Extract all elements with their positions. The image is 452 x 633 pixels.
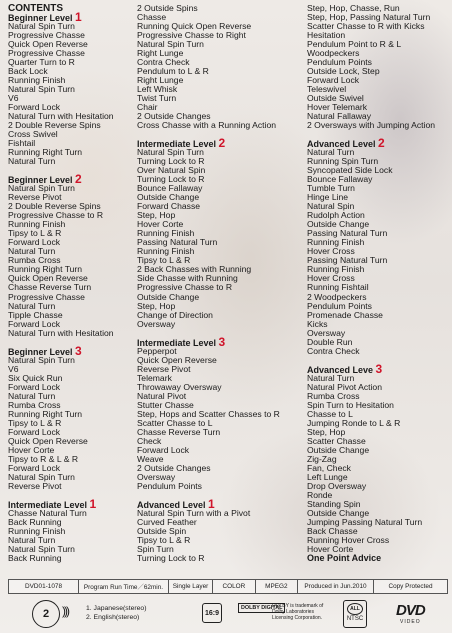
figure-item: Contra Check bbox=[137, 57, 190, 68]
figure-item: Back Chasse bbox=[307, 525, 358, 536]
figure-item: Pendulum Points bbox=[307, 57, 372, 68]
level-heading-label: Advanced Level bbox=[137, 499, 206, 510]
figure-item: Forward Lock bbox=[307, 75, 360, 86]
figure-item: Back Lock bbox=[8, 66, 48, 77]
spacer bbox=[8, 338, 136, 347]
figure-item: 2 Outside Spins bbox=[137, 3, 198, 13]
figure-item: Running Right Turn bbox=[8, 147, 83, 158]
figure-item: Tipsy to L & R bbox=[137, 534, 191, 545]
figure-item: Progressive Chasse to Right bbox=[137, 30, 246, 41]
disc-count-icon: 2 bbox=[32, 600, 60, 628]
figure-item: Jumping Passing Natural Turn bbox=[307, 516, 423, 527]
figure-item: V6 bbox=[8, 93, 19, 104]
figure-item: Natural Turn bbox=[307, 147, 355, 158]
dvd-logo-sub: VIDEO bbox=[400, 619, 421, 625]
figure-item: Twist Turn bbox=[137, 93, 177, 104]
figure-item: Hinge Line bbox=[307, 192, 349, 203]
figure-item: Change of Direction bbox=[137, 309, 213, 320]
figure-item: Over Natural Spin bbox=[137, 165, 206, 176]
contents-title: CONTENTS bbox=[8, 3, 63, 14]
figure-item: Running Right Turn bbox=[8, 408, 83, 419]
figure-item: Natural Spin Turn bbox=[8, 471, 75, 482]
figure-item: Hover Corte bbox=[137, 219, 184, 230]
figure-item: Chasse to L bbox=[307, 408, 353, 419]
dolby-trademark-note: DOLBY is trademark of Dolby Laboratories Licensing Corporation. bbox=[272, 603, 324, 621]
figure-item: Passing Natural Turn bbox=[137, 237, 218, 248]
level-number: 3 bbox=[375, 361, 383, 376]
audio-track-2: 2. English(stereo) bbox=[86, 614, 140, 621]
figure-item: Natural Turn bbox=[8, 300, 56, 311]
figure-item: Running Right Turn bbox=[8, 264, 83, 275]
figure-item: Rumba Cross bbox=[8, 399, 61, 410]
info-cell: Copy Protected bbox=[388, 583, 433, 590]
figure-item: Running Finish bbox=[307, 237, 365, 248]
figure-item: Hover Telemark bbox=[307, 102, 368, 113]
figure-item: Fan, Check bbox=[307, 462, 351, 473]
spec-logos bbox=[8, 596, 446, 629]
figure-item: Outside Change bbox=[307, 444, 370, 455]
audio-waves-icon: ))) bbox=[62, 604, 68, 618]
region-globe-icon: ALL bbox=[347, 603, 363, 615]
figure-item: Passing Natural Turn bbox=[307, 228, 388, 239]
figure-item: Progressive Chasse bbox=[8, 291, 85, 302]
figure-item: Standing Spin bbox=[307, 498, 361, 509]
figure-item: Step, Hop bbox=[307, 426, 346, 437]
figure-item: Chasse Reverse Turn bbox=[137, 426, 221, 437]
figure-item: Kicks bbox=[307, 318, 328, 329]
figure-item: Turning Lock to R bbox=[137, 552, 205, 563]
figure-item: Hover Cross bbox=[307, 246, 355, 257]
figure-item: Spin Turn to Hesitation bbox=[307, 399, 394, 410]
spacer bbox=[8, 166, 136, 175]
figure-item: Chasse Natural Turn bbox=[8, 507, 87, 518]
info-cell: Single Layer bbox=[169, 580, 213, 593]
figure-item: Tipsy to L & R bbox=[8, 228, 62, 239]
figure-item: Natural Spin Turn bbox=[137, 147, 204, 158]
info-cell: MPEG2 bbox=[256, 580, 298, 593]
figure-item: Quick Open Reverse bbox=[8, 273, 88, 284]
figure-item: Forward Lock bbox=[8, 462, 61, 473]
level-heading-label: Advanced Leve bbox=[307, 364, 374, 375]
figure-item: Jumping Ronde to L & R bbox=[307, 417, 401, 428]
figure-item: Natural Spin Turn bbox=[8, 21, 75, 32]
figure-item: Forward Lock bbox=[8, 318, 61, 329]
figure-item: Rudolph Action bbox=[307, 210, 365, 221]
figure-item: Spin Turn bbox=[137, 543, 174, 554]
figure-item: Stutter Chasse bbox=[137, 399, 194, 410]
spacer bbox=[8, 491, 136, 500]
level-heading-label: Advanced Level bbox=[307, 139, 376, 150]
info-cell: DVD01-1078 bbox=[9, 580, 79, 593]
figure-item: V6 bbox=[8, 363, 19, 374]
figure-item: Cross Chasse with a Running Action bbox=[137, 120, 277, 131]
figure-item: Natural Turn with Hesitation bbox=[8, 327, 114, 338]
figure-item: Hover Corte bbox=[307, 543, 354, 554]
figure-item: 2 Oversways with Jumping Action bbox=[307, 120, 436, 131]
figure-item: Progressive Chasse bbox=[8, 30, 85, 41]
figure-item: Natural Pivot Action bbox=[307, 381, 382, 392]
figure-item: Tipsy to L & R bbox=[137, 255, 191, 266]
figure-item: Running Hover Cross bbox=[307, 534, 390, 545]
figure-item: Natural Turn bbox=[8, 246, 56, 257]
figure-item: Running Finish bbox=[307, 264, 365, 275]
figure-item: Natural Pivot bbox=[137, 390, 187, 401]
figure-item: Turning Lock to R bbox=[137, 174, 205, 185]
figure-item: Quick Open Reverse bbox=[8, 39, 88, 50]
figure-item: Weave bbox=[137, 453, 164, 464]
figure-item: Natural Spin Turn bbox=[8, 543, 75, 554]
figure-item: Left Lunge bbox=[307, 471, 348, 482]
figure-item: Hover Corte bbox=[8, 444, 55, 455]
figure-item: Progressive Chasse bbox=[8, 48, 85, 59]
dvd-video-logo bbox=[396, 602, 425, 625]
figure-item: Natural Turn bbox=[8, 390, 56, 401]
figure-item: Turning Lock to R bbox=[137, 156, 205, 167]
info-bar bbox=[8, 579, 448, 594]
figure-item: Progressive Chasse to R bbox=[137, 282, 233, 293]
level-number: 3 bbox=[75, 343, 82, 358]
figure-item: Back Running bbox=[8, 516, 62, 527]
figure-item: Throwaway Oversway bbox=[137, 381, 222, 392]
figure-item: Tumble Turn bbox=[307, 183, 355, 194]
figure-item: Woodpeckers bbox=[307, 48, 360, 59]
audio-track-1: 1. Japanese(stereo) bbox=[86, 605, 147, 612]
figure-item: Teleswivel bbox=[307, 84, 347, 95]
figure-item: Quick Open Reverse bbox=[8, 435, 88, 446]
figure-item: Forward Lock bbox=[8, 426, 61, 437]
audio-tracks bbox=[86, 604, 146, 622]
info-cell: COLOR bbox=[213, 580, 255, 593]
figure-item: Outside Change bbox=[137, 192, 200, 203]
region-code-icon bbox=[343, 600, 367, 628]
one-point-advice: One Point Advice bbox=[307, 552, 382, 563]
dvd-logo-text: DVD bbox=[396, 602, 425, 619]
figure-item: Tipsy to L & R bbox=[8, 417, 62, 428]
figure-item: Double Run bbox=[307, 336, 353, 347]
aspect-ratio-badge: 16:9 bbox=[202, 603, 222, 623]
figure-item: Step, Hop bbox=[137, 300, 176, 311]
figure-item: Natural Spin Turn bbox=[8, 84, 75, 95]
figure-item: Pepperpot bbox=[137, 345, 177, 356]
figure-item: Running Finish bbox=[8, 525, 66, 536]
figure-item: Oversway bbox=[307, 327, 346, 338]
figure-item: Outside Change bbox=[307, 507, 370, 518]
figure-item: Running Fishtail bbox=[307, 282, 369, 293]
figure-item: Natural Turn bbox=[8, 156, 56, 167]
figure-item: Running Finish bbox=[8, 219, 66, 230]
figure-item: Forward Lock bbox=[8, 381, 61, 392]
figure-item: Fishtail bbox=[8, 138, 36, 149]
figure-item: Natural Spin Turn bbox=[8, 354, 75, 365]
dolby-digital-logo: DOLBY DIGITAL bbox=[238, 603, 285, 613]
figure-item: Pendulum to L & R bbox=[137, 66, 209, 77]
figure-item: Hover Cross bbox=[307, 273, 355, 284]
level-heading-label: Beginner Level bbox=[8, 13, 73, 24]
figure-item: Side Chasse with Running bbox=[137, 273, 238, 284]
figure-item: 2 Double Reverse Spins bbox=[8, 201, 101, 212]
figure-item: Running Quick Open Reverse bbox=[137, 21, 252, 32]
figure-item: Cross Swivel bbox=[8, 129, 58, 140]
figure-item: 2 Outside Changes bbox=[137, 462, 211, 473]
figure-item: Running Finish bbox=[137, 246, 195, 257]
figure-item: Check bbox=[137, 435, 162, 446]
figure-item: Zig-Zag bbox=[307, 453, 337, 464]
figure-item: Bounce Fallaway bbox=[137, 183, 203, 194]
figure-item: Oversway bbox=[137, 318, 176, 329]
figure-item: Telemark bbox=[137, 372, 172, 383]
figure-item: Pendulum Points bbox=[137, 480, 202, 491]
figure-item: Scatter Chasse bbox=[307, 435, 366, 446]
info-cell: Program Run Time／62min. bbox=[79, 580, 169, 593]
figure-item: Hesitation bbox=[307, 30, 346, 41]
figure-item: Tipsy to R & L & R bbox=[8, 453, 79, 464]
figure-item: Natural Spin Turn bbox=[8, 183, 75, 194]
figure-item: Step, Hop, Passing Natural Turn bbox=[307, 12, 431, 23]
figure-item: Forward Lock bbox=[8, 102, 61, 113]
level-heading-label: Intermediate Level bbox=[137, 337, 217, 348]
level-number: 3 bbox=[218, 334, 226, 349]
figure-item: Pendulum Points bbox=[307, 300, 372, 311]
contents-column-2 bbox=[137, 4, 307, 563]
figure-item: Natural Spin Turn bbox=[137, 39, 204, 50]
figure-item: Drop Oversway bbox=[307, 480, 367, 491]
level-number: 2 bbox=[75, 172, 82, 187]
figure-item: Six Quick Run bbox=[8, 372, 63, 383]
figure-item: Promenade Chasse bbox=[307, 309, 383, 320]
figure-item: Right Lunge bbox=[137, 48, 184, 59]
figure-item: Reverse Pivot bbox=[137, 363, 191, 374]
level-heading-label: Beginner Level bbox=[8, 175, 73, 186]
figure-item: Outside Change bbox=[307, 219, 370, 230]
level-number: 2 bbox=[378, 136, 385, 151]
figure-item: Outside Change bbox=[137, 291, 200, 302]
figure-item: Bounce Fallaway bbox=[307, 174, 373, 185]
figure-item: Oversway bbox=[137, 471, 176, 482]
figure-item: Tipple Chasse bbox=[8, 309, 63, 320]
figure-item: 2 Back Chasses with Running bbox=[137, 264, 252, 275]
level-number: 1 bbox=[208, 496, 215, 511]
region-system: NTSC bbox=[346, 616, 364, 622]
figure-item: Natural Turn with Hesitation bbox=[8, 111, 114, 122]
level-number: 1 bbox=[89, 496, 97, 511]
figure-item: Reverse Pivot bbox=[8, 480, 62, 491]
contents-column-3 bbox=[307, 4, 452, 563]
figure-item: Contra Check bbox=[307, 345, 360, 356]
figure-item: Back Running bbox=[8, 552, 62, 563]
figure-item: Ronde bbox=[307, 489, 333, 500]
figure-item: Scatter Chasse to R with Kicks bbox=[307, 21, 425, 32]
figure-item: Right Lunge bbox=[137, 75, 184, 86]
figure-item: Step, Hop bbox=[137, 210, 176, 221]
figure-item: Chasse bbox=[137, 12, 167, 23]
figure-item: Natural Fallaway bbox=[307, 111, 371, 122]
figure-item: Rumba Cross bbox=[8, 255, 61, 266]
figure-item: Progressive Chasse to R bbox=[8, 210, 104, 221]
figure-item: Scatter Chasse to L bbox=[137, 417, 213, 428]
figure-item: Forward Lock bbox=[137, 444, 190, 455]
level-heading-label: Beginner Level bbox=[8, 346, 73, 357]
figure-item: Step, Hops and Scatter Chasses to R bbox=[137, 408, 280, 419]
figure-item: Natural Turn bbox=[8, 534, 56, 545]
figure-item: Running Finish bbox=[8, 75, 66, 86]
figure-item: Outside Swivel bbox=[307, 93, 364, 104]
figure-item: Reverse Pivot bbox=[8, 192, 62, 203]
level-heading-label: Intermediate Level bbox=[137, 139, 217, 150]
figure-item: Forward Chasse bbox=[137, 201, 201, 212]
figure-item: Running Finish bbox=[137, 228, 195, 239]
figure-item: Running Spin Turn bbox=[307, 156, 379, 167]
info-cell: Produced in Jun.2010 bbox=[298, 580, 374, 593]
level-number: 2 bbox=[218, 136, 226, 151]
figure-item: Passing Natural Turn bbox=[307, 255, 388, 266]
figure-item: Natural Turn bbox=[307, 372, 355, 383]
figure-item: Quarter Turn to R bbox=[8, 57, 75, 68]
figure-item: Natural Spin bbox=[307, 201, 355, 212]
spacer bbox=[137, 491, 307, 500]
figure-item: 2 Outside Changes bbox=[137, 111, 211, 122]
figure-item: Natural Spin Turn with a Pivot bbox=[137, 507, 251, 518]
figure-item: Pendulum Point to R & L bbox=[307, 39, 402, 50]
figure-item: Quick Open Reverse bbox=[137, 354, 217, 365]
figure-item: Curved Feather bbox=[137, 516, 197, 527]
level-heading-label: Intermediate Level bbox=[8, 499, 88, 510]
figure-item: Forward Lock bbox=[8, 237, 61, 248]
figure-item: Rumba Cross bbox=[307, 390, 360, 401]
figure-item: Step, Hop, Chasse, Run bbox=[307, 3, 400, 13]
figure-item: 2 Double Reverse Spins bbox=[8, 120, 101, 131]
figure-item: Chair bbox=[137, 102, 158, 113]
figure-item: Outside Spin bbox=[137, 525, 187, 536]
figure-item: Chasse Reverse Turn bbox=[8, 282, 92, 293]
figure-item: Syncopated Side Lock bbox=[307, 165, 393, 176]
level-number: 1 bbox=[75, 10, 82, 25]
contents-column-1 bbox=[8, 4, 136, 563]
figure-item: 2 Woodpeckers bbox=[307, 291, 367, 302]
figure-item: Outside Lock, Step bbox=[307, 66, 380, 77]
figure-item: Left Whisk bbox=[137, 84, 178, 95]
